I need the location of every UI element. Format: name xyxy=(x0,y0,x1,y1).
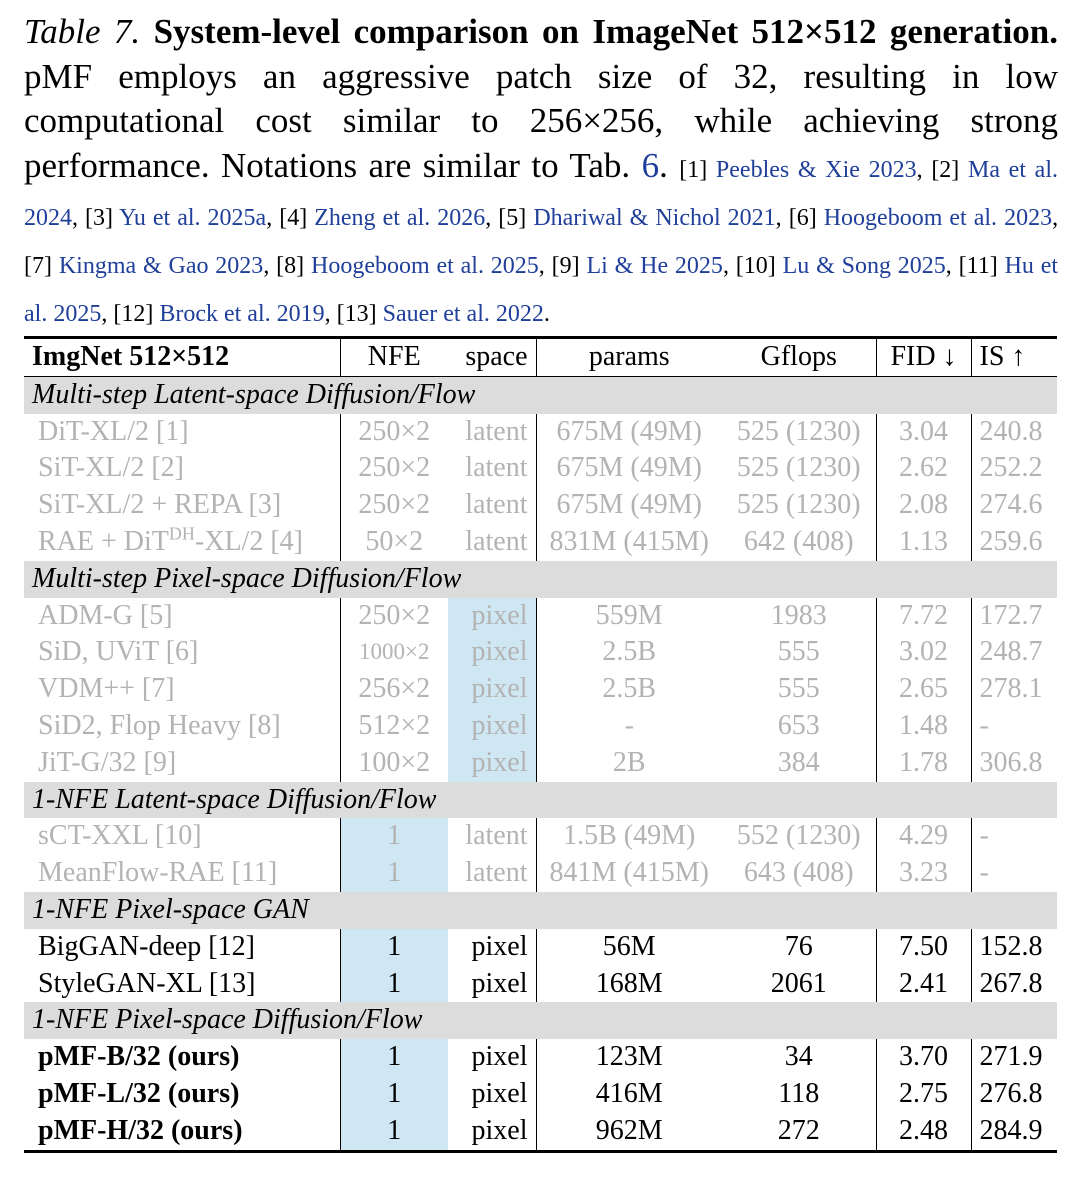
reference-number: [1] xyxy=(679,156,708,183)
table-row xyxy=(24,450,1057,487)
model-name-cell: pMF-L/32 (ours) xyxy=(38,1077,240,1109)
space-cell: latent xyxy=(465,525,528,557)
fid-cell: 1.13 xyxy=(876,524,971,561)
model-name-cell: SiD, UViT [6] xyxy=(38,636,199,668)
reference-link[interactable]: Peebles & Xie 2023 xyxy=(715,156,917,183)
is-cell: 172.7 xyxy=(971,598,1057,635)
is-cell: 278.1 xyxy=(971,671,1057,708)
section-title: 1-NFE Latent-space Diffusion/Flow xyxy=(24,782,1057,819)
is-cell: - xyxy=(971,708,1057,745)
nfe-cell: 1 xyxy=(340,1039,448,1076)
is-cell: 306.8 xyxy=(971,745,1057,782)
is-cell: 267.8 xyxy=(971,966,1057,1003)
table-row xyxy=(24,855,1057,892)
fid-cell: 1.78 xyxy=(876,745,971,782)
fid-cell: 3.70 xyxy=(876,1039,971,1076)
space-cell: pixel xyxy=(471,967,528,999)
model-name-cell: StyleGAN-XL [13] xyxy=(38,967,256,999)
space-cell: pixel xyxy=(448,598,536,635)
is-cell: 274.6 xyxy=(971,487,1057,524)
reference-number: [11] xyxy=(958,252,998,279)
reference-link[interactable]: Kingma & Gao 2023 xyxy=(58,252,264,279)
table-row xyxy=(24,487,1057,524)
fid-cell: 7.72 xyxy=(876,598,971,635)
fid-cell: 1.48 xyxy=(876,708,971,745)
params-cell: 962M xyxy=(536,1113,722,1151)
header-fid: FID ↓ xyxy=(876,338,971,377)
fid-cell: 7.50 xyxy=(876,929,971,966)
nfe-cell: 250×2 xyxy=(340,450,448,487)
params-cell: 841M (415M) xyxy=(536,855,722,892)
section-header-row xyxy=(24,782,1057,819)
params-cell: 831M (415M) xyxy=(536,524,722,561)
table-row xyxy=(24,745,1057,782)
header-is: IS ↑ xyxy=(971,338,1057,377)
model-name-cell: SiD2, Flop Heavy [8] xyxy=(38,709,281,741)
section-header-row xyxy=(24,1002,1057,1039)
reference-number: [13] xyxy=(336,300,377,327)
params-cell: 2.5B xyxy=(536,634,722,671)
is-cell: 259.6 xyxy=(971,524,1057,561)
model-name-cell xyxy=(24,524,340,561)
reference-number: [5] xyxy=(498,204,527,231)
table-row xyxy=(24,598,1057,635)
caption-label: Table 7. xyxy=(24,12,141,51)
model-name-cell: VDM++ [7] xyxy=(38,673,175,705)
nfe-cell: 1 xyxy=(340,1113,448,1151)
section-title: 1-NFE Pixel-space Diffusion/Flow xyxy=(24,1002,1057,1039)
reference-list: [1] Peebles & Xie 2023, [2] Ma et al. 2024, [3] Yu et al. 2025a, [4] Zheng et al. 2026, [5] Dhariwal & Nichol 2021, [6] Hoogeboom et al. 2023, [7] Kingma & Gao 2023, [8] Hoogeboom et al. 2025, [9] Li & He 2025, [10] Lu & Song 2025, [11] Hu et al. 2025, [12] Brock et al. 2019, [13] Sauer et al. 2022. xyxy=(24,156,1059,327)
section-header-row xyxy=(24,376,1057,413)
params-cell: 1.5B (49M) xyxy=(536,818,722,855)
reference-link[interactable]: Dhariwal & Nichol 2021 xyxy=(533,204,776,231)
params-cell: 123M xyxy=(536,1039,722,1076)
params-cell: - xyxy=(536,708,722,745)
model-name: RAE + DiT xyxy=(38,525,169,557)
space-cell: pixel xyxy=(448,634,536,671)
nfe-cell: 1 xyxy=(340,855,448,892)
model-name-cell: MeanFlow-RAE [11] xyxy=(38,857,278,889)
table-row xyxy=(24,818,1057,855)
table-caption: Table 7. System-level comparison on ImageNet 512×512 generation. pMF employs an aggressive patch size of 32, resulting in low computational cost similar to 256×256, while achieving strong performance. Notations are similar to Tab. 6. [1] Peebles & Xie 2023, [2] Ma et al. 2024, [3] Yu et al. 2025a, [4] Zheng et al. 2026, [5] Dhariwal & Nichol 2021, [6] Hoogeboom et al. 2023, [7] Kingma & Gao 2023, [8] Hoogeboom et al. 2025, [9] Li & He 2025, [10] Lu & Song 2025, [11] Hu et al. 2025, [12] Brock et al. 2019, [13] Sauer et al. 2022. xyxy=(24,12,1059,327)
nfe-cell: 50×2 xyxy=(340,524,448,561)
table-row xyxy=(24,1113,1057,1151)
gflops-cell: 525 (1230) xyxy=(736,415,861,447)
model-name-cell: sCT-XXL [10] xyxy=(38,820,202,852)
nfe-cell: 1 xyxy=(340,1076,448,1113)
is-cell: - xyxy=(971,818,1057,855)
table-body xyxy=(24,376,1057,1151)
nfe-cell: 512×2 xyxy=(340,708,448,745)
section-header-row xyxy=(24,561,1057,598)
model-name-cell: SiT-XL/2 + REPA [3] xyxy=(38,489,282,521)
reference-link[interactable]: Sauer et al. 2022 xyxy=(382,300,544,327)
reference-number: [8] xyxy=(276,252,305,279)
fid-cell: 3.02 xyxy=(876,634,971,671)
nfe-cell: 1 xyxy=(340,929,448,966)
params-cell: 675M (49M) xyxy=(536,414,722,451)
is-cell: 152.8 xyxy=(971,929,1057,966)
space-cell: pixel xyxy=(471,1077,528,1109)
params-cell: 559M xyxy=(536,598,722,635)
table-row xyxy=(24,708,1057,745)
nfe-cell: 100×2 xyxy=(340,745,448,782)
is-cell: 240.8 xyxy=(971,414,1057,451)
model-name-superscript: DH xyxy=(168,523,195,544)
space-cell: pixel xyxy=(448,745,536,782)
model-name-cell: ADM-G [5] xyxy=(38,599,173,631)
nfe-cell: 250×2 xyxy=(340,414,448,451)
table-row xyxy=(24,524,1057,561)
gflops-cell: 525 (1230) xyxy=(736,489,861,521)
params-cell: 168M xyxy=(536,966,722,1003)
caption-title: System-level comparison on ImageNet 512×512 generation. xyxy=(153,12,1059,51)
params-cell: 675M (49M) xyxy=(536,450,722,487)
reference-number: [2] xyxy=(931,156,960,183)
gflops-cell: 272 xyxy=(777,1114,820,1146)
space-cell: pixel xyxy=(471,1114,528,1146)
table-row xyxy=(24,966,1057,1003)
reference-number: [4] xyxy=(279,204,308,231)
table-row xyxy=(24,634,1057,671)
gflops-cell: 384 xyxy=(777,746,820,778)
reference-link[interactable]: Hu et al. 2025 xyxy=(24,252,1059,327)
is-cell: - xyxy=(971,855,1057,892)
fid-cell: 2.75 xyxy=(876,1076,971,1113)
is-cell: 271.9 xyxy=(971,1039,1057,1076)
is-cell: 248.7 xyxy=(971,634,1057,671)
space-cell: pixel xyxy=(448,671,536,708)
nfe-cell: 1 xyxy=(340,966,448,1003)
gflops-cell: 555 xyxy=(777,636,820,668)
reference-link[interactable]: Hoogeboom et al. 2023 xyxy=(823,204,1053,231)
space-cell: pixel xyxy=(471,930,528,962)
table-row xyxy=(24,414,1057,451)
gflops-cell: 642 (408) xyxy=(743,525,854,557)
caption-body: pMF employs an aggressive patch size of 32, resulting in low computational cost similar to 256×256, while achieving strong performance. Notations are similar to Tab. xyxy=(24,56,1058,185)
section-title: 1-NFE Pixel-space GAN xyxy=(24,892,1057,929)
gflops-cell: 643 (408) xyxy=(743,857,854,889)
table-row xyxy=(24,1076,1057,1113)
params-cell: 56M xyxy=(536,929,722,966)
reference-link[interactable]: Hoogeboom et al. 2025 xyxy=(310,252,539,279)
is-cell: 276.8 xyxy=(971,1076,1057,1113)
is-cell: 252.2 xyxy=(971,450,1057,487)
reference-link[interactable]: Lu & Song 2025 xyxy=(782,252,946,279)
header-model: ImgNet 512×512 xyxy=(24,338,340,377)
gflops-cell: 653 xyxy=(777,709,820,741)
fid-cell: 4.29 xyxy=(876,818,971,855)
gflops-cell: 1983 xyxy=(770,599,827,631)
nfe-cell: 256×2 xyxy=(340,671,448,708)
model-name-cell: DiT-XL/2 [1] xyxy=(38,415,189,447)
reference-link[interactable]: Yu et al. 2025a xyxy=(119,204,267,231)
params-cell: 2.5B xyxy=(536,671,722,708)
results-table xyxy=(24,336,1057,1153)
header-params: params xyxy=(536,338,722,377)
table-row xyxy=(24,1039,1057,1076)
reference-link[interactable]: Brock et al. 2019 xyxy=(159,300,325,327)
section-header-row xyxy=(24,892,1057,929)
space-cell: latent xyxy=(465,857,528,889)
is-cell: 284.9 xyxy=(971,1113,1057,1151)
reference-number: [9] xyxy=(551,252,580,279)
reference-link[interactable]: Zheng et al. 2026 xyxy=(314,204,486,231)
reference-number: [10] xyxy=(735,252,776,279)
model-name-cell: SiT-XL/2 [2] xyxy=(38,452,184,484)
reference-number: [7] xyxy=(24,252,52,279)
space-cell: pixel xyxy=(448,708,536,745)
header-gflops: Gflops xyxy=(722,338,876,377)
space-cell: latent xyxy=(465,489,528,521)
space-cell: latent xyxy=(465,415,528,447)
fid-cell: 2.08 xyxy=(876,487,971,524)
gflops-cell: 552 (1230) xyxy=(736,820,861,852)
header-nfe: NFE xyxy=(340,338,448,377)
nfe-cell: 1 xyxy=(340,818,448,855)
table-row xyxy=(24,929,1057,966)
space-cell: pixel xyxy=(471,1041,528,1073)
fid-cell: 3.23 xyxy=(876,855,971,892)
params-cell: 416M xyxy=(536,1076,722,1113)
nfe-cell: 1000×2 xyxy=(340,634,448,671)
gflops-cell: 76 xyxy=(784,930,813,962)
gflops-cell: 118 xyxy=(778,1077,820,1109)
space-cell: latent xyxy=(465,820,528,852)
reference-number: [3] xyxy=(85,204,114,231)
fid-cell: 2.65 xyxy=(876,671,971,708)
gflops-cell: 2061 xyxy=(770,967,827,999)
fid-cell: 2.62 xyxy=(876,450,971,487)
reference-link[interactable]: Li & He 2025 xyxy=(586,252,723,279)
nfe-cell: 250×2 xyxy=(340,487,448,524)
gflops-cell: 555 xyxy=(777,673,820,705)
reference-number: [6] xyxy=(788,204,817,231)
table-row xyxy=(24,671,1057,708)
fid-cell: 3.04 xyxy=(876,414,971,451)
model-name-suffix: -XL/2 [4] xyxy=(194,525,303,557)
section-title: Multi-step Latent-space Diffusion/Flow xyxy=(24,376,1057,413)
model-name-cell: JiT-G/32 [9] xyxy=(38,746,177,778)
gflops-cell: 34 xyxy=(784,1041,813,1073)
section-title: Multi-step Pixel-space Diffusion/Flow xyxy=(24,561,1057,598)
model-name-cell: pMF-B/32 (ours) xyxy=(38,1041,240,1073)
fid-cell: 2.48 xyxy=(876,1113,971,1151)
reference-number: [12] xyxy=(113,300,154,327)
gflops-cell: 525 (1230) xyxy=(736,452,861,484)
space-cell: latent xyxy=(465,452,528,484)
params-cell: 2B xyxy=(536,745,722,782)
model-name-cell: BigGAN-deep [12] xyxy=(38,930,255,962)
model-name-cell: pMF-H/32 (ours) xyxy=(38,1114,243,1146)
reference-link[interactable]: Ma et al. 2024 xyxy=(24,156,1058,231)
nfe-cell: 250×2 xyxy=(340,598,448,635)
header-space: space xyxy=(448,338,536,377)
tab-reference-link[interactable]: 6 xyxy=(641,145,660,185)
fid-cell: 2.41 xyxy=(876,966,971,1003)
params-cell: 675M (49M) xyxy=(536,487,722,524)
header-row xyxy=(24,338,1057,377)
